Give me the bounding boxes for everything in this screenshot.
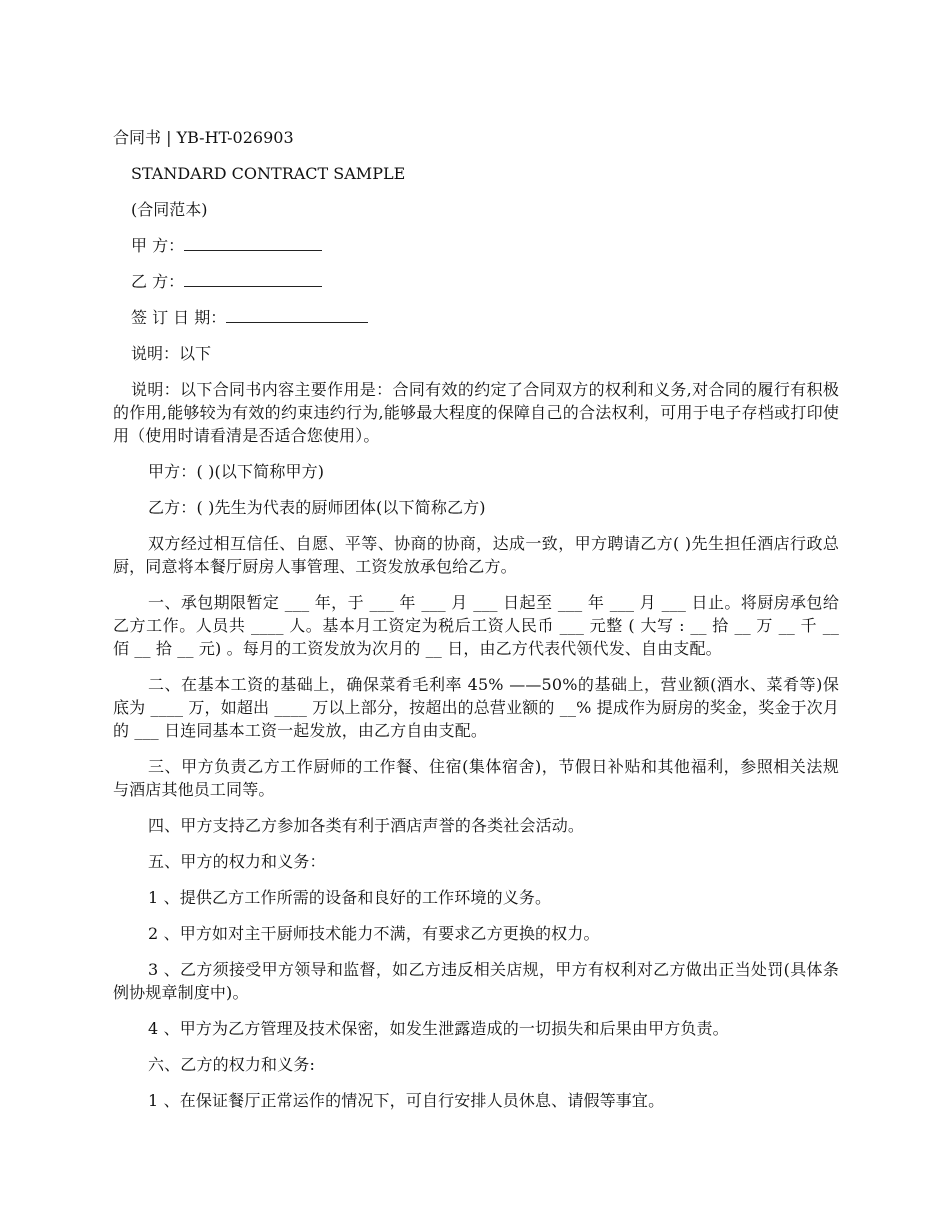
party-a-label: 甲 方： xyxy=(131,236,185,255)
party-a-blank xyxy=(184,235,322,251)
clause-5-3: 3 、乙方须接受甲方领导和监督，如乙方违反相关店规，甲方有权利对乙方做出正当处罚(具体条例协规章制度中)。 xyxy=(113,960,839,1002)
sub-label: (合同范本) xyxy=(131,200,208,219)
contract-page xyxy=(113,126,839,1125)
document-title: 合同书 | YB-HT-026903 xyxy=(113,128,294,147)
clause-5-4: 4 、甲方为乙方管理及技术保密，如发生泄露造成的一切损失和后果由甲方负责。 xyxy=(148,1019,729,1038)
party-b-paragraph: 乙方：( )先生为代表的厨师团体(以下简称乙方) xyxy=(148,498,486,517)
preamble-paragraph: 双方经过相互信任、自愿、平等、协商的协商，达成一致，甲方聘请乙方( )先生担任酒店行政总厨，同意将本餐厅厨房人事管理、工资发放承包给乙方。 xyxy=(113,534,839,576)
note-short: 说明：以下 xyxy=(131,344,212,363)
sign-date-blank xyxy=(226,307,368,323)
clause-3: 三、甲方负责乙方工作厨师的工作餐、住宿(集体宿舍)，节假日补贴和其他福利，参照相关法规与酒店其他员工同等。 xyxy=(113,757,839,799)
clause-5-2: 2 、甲方如对主干厨师技术能力不满，有要求乙方更换的权力。 xyxy=(148,924,600,943)
clause-6-1: 1 、在保证餐厅正常运作的情况下，可自行安排人员休息、请假等事宜。 xyxy=(148,1091,665,1110)
party-a-paragraph: 甲方：( )(以下简称甲方) xyxy=(148,462,325,481)
party-a-field xyxy=(113,234,839,257)
party-b-blank xyxy=(184,271,322,287)
sample-label: STANDARD CONTRACT SAMPLE xyxy=(131,164,406,183)
sign-date-label: 签 订 日 期： xyxy=(131,308,227,327)
clause-5-1: 1 、提供乙方工作所需的设备和良好的工作环境的义务。 xyxy=(148,888,552,907)
intro-paragraph: 说明：以下合同书内容主要作用是：合同有效的约定了合同双方的权利和义务,对合同的履行有积极的作用,能够较为有效的约束违约行为,能够最大程度的保障自己的合法权利，可用于电子存档或打印使用（使用时请看清是否适合您使用）。 xyxy=(113,380,839,445)
clause-2: 二、在基本工资的基础上，确保菜肴毛利率 45% ——50%的基础上，营业额(酒水、菜肴等)保底为 ____ 万，如超出 ____ 万以上部分，按超出的总营业额的 __% 提成作为厨房的奖金，奖金于次月的 ___ 日连同基本工资一起发放，由乙方自由支配。 xyxy=(113,675,839,740)
clause-6: 六、乙方的权力和义务: xyxy=(148,1055,316,1074)
clause-1: 一、承包期限暂定 ___ 年，于 ___ 年 ___ 月 ___ 日起至 ___ 年 ___ 月 ___ 日止。将厨房承包给乙方工作。人员共 ____ 人。基本月工资定为税后工资人民币 ___ 元整 ( 大写 : __ 拾 __ 万 __ 千 __ 佰 __ 拾 __ 元) 。每月的工资发放为次月的 __ 日，由乙方代表代领代发、自由支配。 xyxy=(113,593,839,658)
sign-date-field xyxy=(113,306,839,329)
clause-5: 五、甲方的权力和义务： xyxy=(148,852,326,871)
party-b-field xyxy=(113,270,839,293)
party-b-label: 乙 方： xyxy=(131,272,185,291)
clause-4: 四、甲方支持乙方参加各类有利于酒店声誉的各类社会活动。 xyxy=(148,816,585,835)
